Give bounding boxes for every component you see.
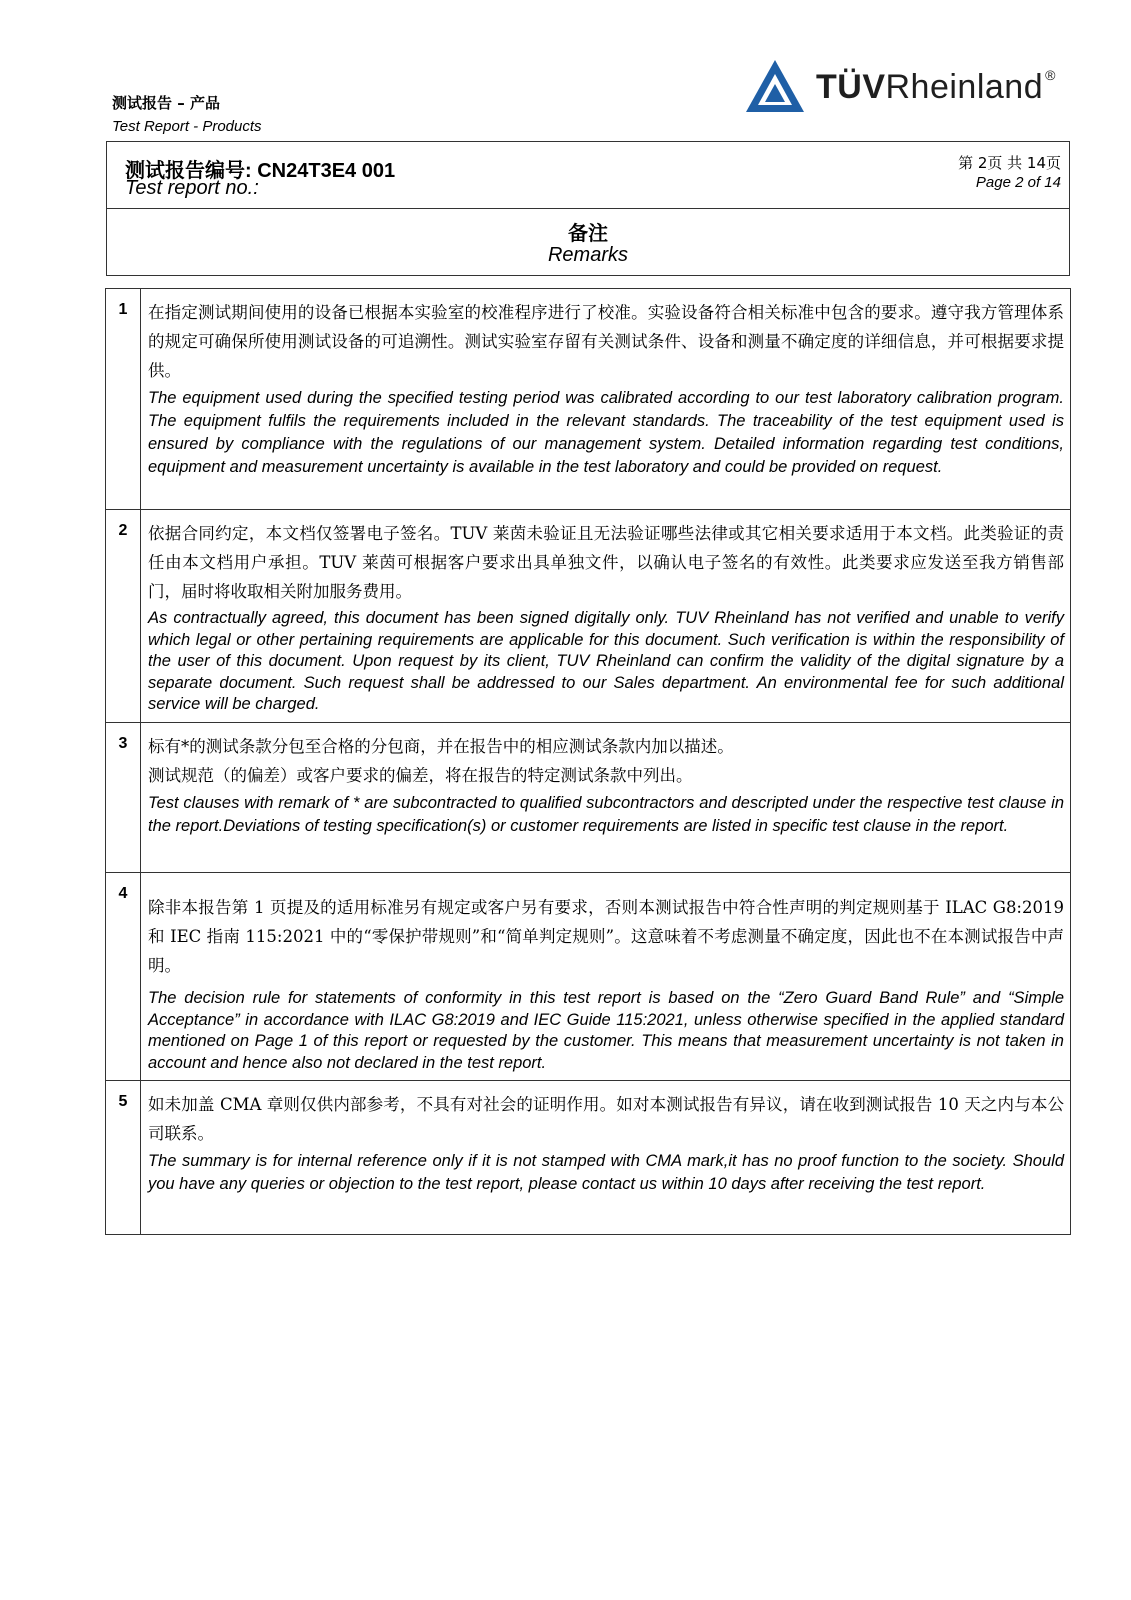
remark-body (141, 873, 1071, 1081)
remark-text-en: The summary is for internal reference only if it is not stamped with CMA mark,it has no proof function to the society. Should you have any queries or objection to the test report, please contact us within 10 days after receiving the test report. (148, 1152, 1064, 1193)
report-number-value: CN24T3E4 001 (257, 160, 396, 182)
table-row (106, 289, 1071, 510)
remark-number: 4 (106, 873, 141, 1081)
section-title-en: Remarks (547, 244, 628, 266)
remark-text-cn: 除非本报告第 1 页提及的适用标准另有规定或客户另有要求，否则本测试报告中符合性声明的判定规则基于 ILAC G8:2019 和 IEC 指南 115:2021 中的“零保护带规则”和“简单判定规则”。这意味着不考虑测量不确定度，因此也不在本测试报告中声明。 (148, 898, 1064, 975)
remarks-table (105, 288, 1071, 1235)
logo-wordmark: TÜVRheinland ® (816, 66, 1056, 106)
remark-text-en: As contractually agreed, this document has been signed digitally only. TUV Rheinland has not verified and unable to verify which legal or other pertaining requirements are applicable for this document. Such verification is within the responsibility of the user of this document. Upon request by its client, TUV Rheinland can confirm the validity of the digital signature by a separate document. Such request shall be addressed to our Sales department. An environmental fee for such additional service will be charged. (148, 609, 1064, 713)
table-row (106, 1081, 1071, 1235)
remark-number: 2 (106, 510, 141, 723)
page-number-en: Page 2 of 14 (975, 174, 1061, 191)
remark-text-en: The equipment used during the specified testing period was calibrated according to our test laboratory calibration program. The equipment fulfils the requirements included in the relevant standards. The traceability of the test equipment used is ensured by compliance with the regulations of our management system. Detailed information regarding test conditions, equipment and measurement uncertainty is available in the test laboratory and could be provided on request. (148, 389, 1064, 476)
remark-text-cn: 如未加盖 CMA 章则仅供内部参考，不具有对社会的证明作用。如对本测试报告有异议，请在收到测试报告 10 天之内与本公司联系。 (148, 1095, 1064, 1143)
remark-body (141, 510, 1071, 723)
report-type-en: Test Report - Products (112, 118, 262, 135)
remark-text-en: Test clauses with remark of * are subcontracted to qualified subcontractors and descripted under the respective test clause in the report.Deviations of testing specification(s) or customer requirements are listed in specific test clause in the report. (148, 794, 1064, 835)
remark-text-cn: 在指定测试期间使用的设备已根据本实验室的校准程序进行了校准。实验设备符合相关标准中包含的要求。遵守我方管理体系的规定可确保所使用测试设备的可追溯性。测试实验室存留有关测试条件、设备和测量不确定度的详细信息，并可根据要求提供。 (148, 303, 1064, 380)
remark-text-cn: 标有*的测试条款分包至合格的分包商，并在报告中的相应测试条款内加以描述。 (148, 737, 734, 756)
remark-number: 5 (106, 1081, 141, 1235)
remark-number: 1 (106, 289, 141, 510)
remark-body (141, 723, 1071, 873)
report-title-box (106, 141, 1070, 276)
section-title-cn: 备注 (568, 221, 608, 245)
remark-number: 3 (106, 723, 141, 873)
table-row (106, 873, 1071, 1081)
remark-text-cn: 依据合同约定，本文档仅签署电子签名。TUV 莱茵未验证且无法验证哪些法律或其它相关要求适用于本文档。此类验证的责任由本文档用户承担。TUV 莱茵可根据客户要求出具单独文件，以确认电子签名的有效性。此类要求应发送至我方销售部门，届时将收取相关附加服务费用。 (148, 524, 1064, 601)
remark-body (141, 1081, 1071, 1235)
tuv-rheinland-logo (744, 58, 1064, 118)
tuv-triangle-logo-icon (744, 58, 806, 114)
remark-body (141, 289, 1071, 510)
page-number-cn: 第 2页 共 14页 (958, 154, 1061, 172)
report-type-cn: 测试报告 – 产品 (112, 94, 220, 112)
divider (107, 208, 1069, 209)
report-number-label-cn: 测试报告编号: (125, 160, 252, 182)
report-number-label-en: Test report no.: (125, 177, 259, 199)
table-row (106, 723, 1071, 873)
table-row (106, 510, 1071, 723)
remark-text-cn-2: 测试规范（的偏差）或客户要求的偏差，将在报告的特定测试条款中列出。 (148, 766, 693, 785)
remark-text-en: The decision rule for statements of conformity in this test report is based on the “Zero Guard Band Rule” and “Simple Acceptance” in accordance with ILAC G8:2019 and IEC Guide 115:2021, unless otherwise specified in the applied standard mentioned on Page 1 of this report or requested by the customer. This means that measurement uncertainty is not taken in account and hence also not declared in the test report. (148, 989, 1064, 1072)
